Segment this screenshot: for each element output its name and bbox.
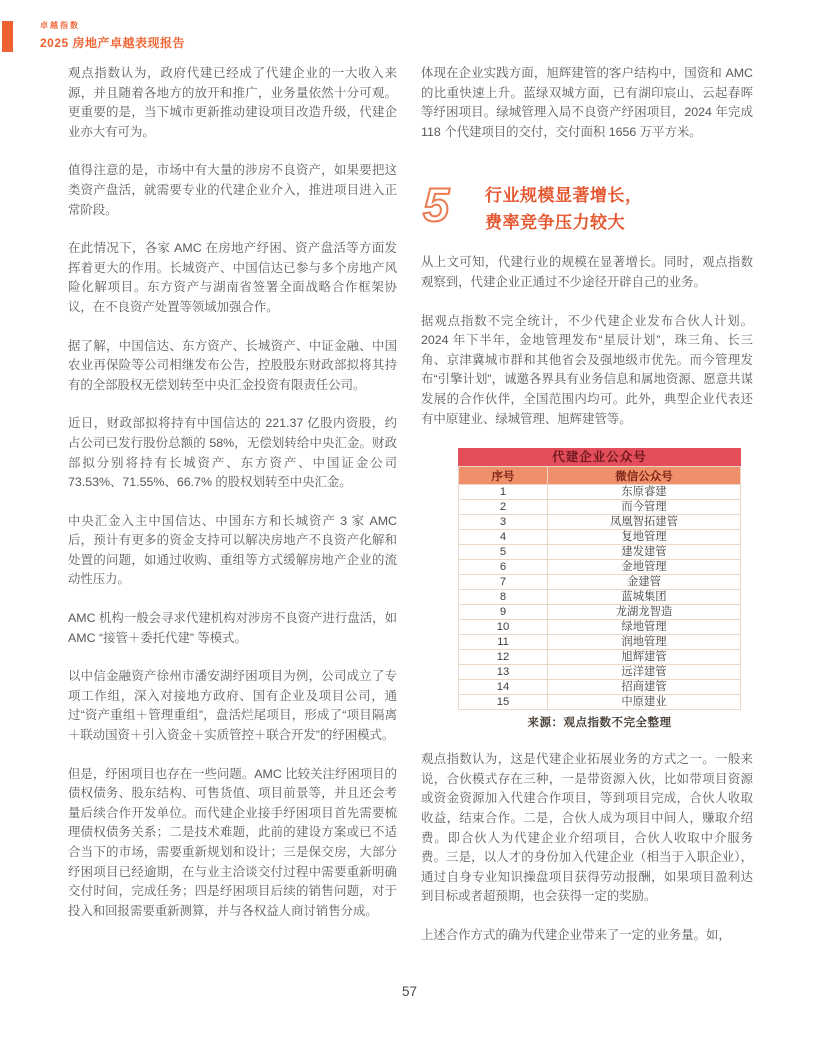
paragraph: 值得注意的是，市场中有大量的涉房不良资产，如果要把这类资产盘活，就需要专业的代建企业介入，推进项目进入正常阶段。 bbox=[68, 163, 397, 217]
paragraph: 观点指数认为，这是代建企业拓展业务的方式之一。一般来说，合伙模式存在三种，一是带资源入伙，比如带项目资源或资金资源加入代建合作项目，等到项目完成，合伙人收取收益，结束合作。二是，合伙人成为项目中间人，赚取介绍费。即合伙人为代建企业介绍项目，合伙人收取中介服务费。三是，以人才的身份加入代建企业（相当于入职企业），通过自身专业知识操盘项目获得劳动报酬，如果项目盈利达到目标或者超预期，也会获得一定的奖励。 bbox=[421, 752, 753, 904]
row-account-cell: 东原睿建 bbox=[548, 485, 741, 500]
row-index-cell: 12 bbox=[459, 650, 548, 665]
row-account-cell: 龙湖龙智造 bbox=[548, 605, 741, 620]
table-row bbox=[459, 560, 741, 575]
table-row bbox=[459, 545, 741, 560]
row-account-cell: 中原建业 bbox=[548, 695, 741, 710]
row-account-cell: 建发建管 bbox=[548, 545, 741, 560]
row-index-cell: 10 bbox=[459, 620, 548, 635]
paragraph: 从上文可知，代建行业的规模在显著增长。同时，观点指数观察到，代建企业正通过不少途径开辟自己的业务。 bbox=[421, 255, 753, 289]
row-index-cell: 8 bbox=[459, 590, 548, 605]
row-account-cell: 绿地管理 bbox=[548, 620, 741, 635]
table-row bbox=[459, 485, 741, 500]
logo-line1: 卓越指数 bbox=[40, 21, 80, 30]
row-index-cell: 1 bbox=[459, 485, 548, 500]
paragraph: 体现在企业实践方面，旭辉建管的客户结构中，国资和 AMC 的比重快速上升。蓝绿双城方面，已有湖印宸山、云起春晖等纾困项目。绿城管理入局不良资产纾困项目，2024 年完成 118 个代建项目的交付，交付面积 1656 万平方米。 bbox=[421, 66, 753, 139]
table-row bbox=[459, 530, 741, 545]
paragraph: 以中信金融资产徐州市潘安湖纾困项目为例，公司成立了专项工作组，深入对接地方政府、国有企业及项目公司，通过“资产重组＋管理重组”，盘活烂尾项目，形成了“项目隔离＋联动国资＋引入资金＋实质管控＋联合开发”的纾困模式。 bbox=[68, 669, 397, 743]
column-header-account: 微信公众号 bbox=[548, 467, 741, 485]
row-index-cell: 4 bbox=[459, 530, 548, 545]
paragraph: 在此情况下，各家 AMC 在房地产纾困、资产盘活等方面发挥着更大的作用。长城资产、中国信达已参与多个房地产风险化解项目。东方资产与湖南省签署全面战略合作框架协议，在不良资产处置等领域加强合作。 bbox=[68, 241, 397, 314]
row-index-cell: 13 bbox=[459, 665, 548, 680]
row-index-cell: 7 bbox=[459, 575, 548, 590]
column-header-index: 序号 bbox=[459, 467, 548, 485]
table-title: 代建企业公众号 bbox=[458, 448, 741, 466]
row-account-cell: 金地管理 bbox=[548, 560, 741, 575]
row-index-cell: 6 bbox=[459, 560, 548, 575]
section-heading bbox=[423, 176, 753, 236]
pubaccount-table bbox=[458, 448, 741, 730]
left-column bbox=[68, 64, 397, 921]
section-title bbox=[485, 176, 643, 236]
table-row bbox=[459, 635, 741, 650]
table-row bbox=[459, 500, 741, 515]
table-row bbox=[459, 665, 741, 680]
paragraph: 中央汇金入主中国信达、中国东方和长城资产 3 家 AMC 后，预计有更多的资金支持可以解决房地产不良资产化解和处置的问题，如通过收购、重组等方式缓解房地产企业的流动性压力。 bbox=[68, 513, 397, 587]
table-source: 来源：观点指数不完全整理 bbox=[527, 717, 672, 730]
table-row bbox=[459, 695, 741, 710]
row-account-cell: 招商建管 bbox=[548, 680, 741, 695]
pubaccount-table-grid bbox=[458, 466, 741, 710]
row-index-cell: 2 bbox=[459, 500, 548, 515]
table-row bbox=[459, 515, 741, 530]
row-index-cell: 5 bbox=[459, 545, 548, 560]
table-row bbox=[459, 605, 741, 620]
row-index-cell: 15 bbox=[459, 695, 548, 710]
row-account-cell: 复地管理 bbox=[548, 530, 741, 545]
row-account-cell: 金建管 bbox=[548, 575, 741, 590]
report-logo bbox=[40, 21, 185, 51]
table-row bbox=[459, 680, 741, 695]
table-row bbox=[459, 620, 741, 635]
table-row bbox=[459, 590, 741, 605]
row-account-cell: 润地管理 bbox=[548, 635, 741, 650]
logo-line2: 2025 房地产卓越表现报告 bbox=[40, 36, 186, 50]
paragraph: 观点指数认为，政府代建已经成了代建企业的一大收入来源，并且随着各地方的放开和推广，业务量依然十分可观。更重要的是，当下城市更新推动建设项目改造升级，代建企业亦大有可为。 bbox=[68, 66, 397, 139]
section-title-line2: 费率竞争压力较大 bbox=[485, 213, 625, 233]
row-index-cell: 9 bbox=[459, 605, 548, 620]
right-column bbox=[421, 64, 753, 945]
paragraph: 但是，纾困项目也存在一些问题。AMC 比较关注纾困项目的债权债务、股东结构、可售货值、项目前景等，并且还会考量后续合作开发单位。而代建企业接手纾困项目首先需要梳理债权债务关系；二是技术难题，此前的建设方案或已不适合当下的市场，需要重新规划和设计；三是保交房，大部分纾困项目已经逾期，在与业主洽谈交付过程中需要重新明确交付时间，完成任务；四是纾困项目后续的销售问题，对于投入和回报需要重新测算，并与各权益人商讨销售分成。 bbox=[68, 766, 397, 918]
paragraph: AMC 机构一般会寻求代建机构对涉房不良资产进行盘活，如 AMC “接管＋委托代建” 等模式。 bbox=[68, 611, 397, 645]
table-body bbox=[459, 485, 741, 710]
row-account-cell: 旭辉建管 bbox=[548, 650, 741, 665]
row-account-cell: 凤凰智拓建管 bbox=[548, 515, 741, 530]
row-account-cell: 蓝城集团 bbox=[548, 590, 741, 605]
table-row bbox=[459, 575, 741, 590]
paragraph: 上述合作方式的确为代建企业带来了一定的业务量。如， bbox=[421, 927, 731, 942]
section-number: 5 bbox=[423, 178, 450, 232]
paragraph: 近日，财政部拟将持有中国信达的 221.37 亿股内资股，约占公司已发行股份总额的 58%，无偿划转给中央汇金。财政部拟分别将持有长城资产、东方资产、中国证金公司 73.53%、71.55%、66.7% 的股权划转至中央汇金。 bbox=[68, 416, 397, 490]
section-title-line1: 行业规模显著增长， bbox=[485, 186, 643, 206]
row-account-cell: 而今管理 bbox=[548, 500, 741, 515]
brand-accent-bar bbox=[2, 21, 13, 52]
row-index-cell: 3 bbox=[459, 515, 548, 530]
row-index-cell: 11 bbox=[459, 635, 548, 650]
page-number: 57 bbox=[401, 984, 418, 999]
row-account-cell: 远洋建管 bbox=[548, 665, 741, 680]
row-index-cell: 14 bbox=[459, 680, 548, 695]
table-row bbox=[459, 650, 741, 665]
table-header-row bbox=[459, 467, 741, 485]
paragraph: 据了解，中国信达、东方资产、长城资产、中证金融、中国农业再保险等公司相继发布公告，控股股东财政部拟将其持有的全部股权无偿划转至中央汇金投资有限责任公司。 bbox=[68, 338, 397, 392]
paragraph: 据观点指数不完全统计，不少代建企业发布合伙人计划。2024 年下半年，金地管理发布“星辰计划”，珠三角、长三角、京津冀城市群和其他省会及强地级市优先。而今管理发布“引擎计划”，诚邀各界具有业务信息和属地资源、愿意共谋发展的合作伙伴，全国范围内均可。此外，典型企业代表还有中原建业、绿城管理、旭辉建管等。 bbox=[421, 313, 753, 426]
